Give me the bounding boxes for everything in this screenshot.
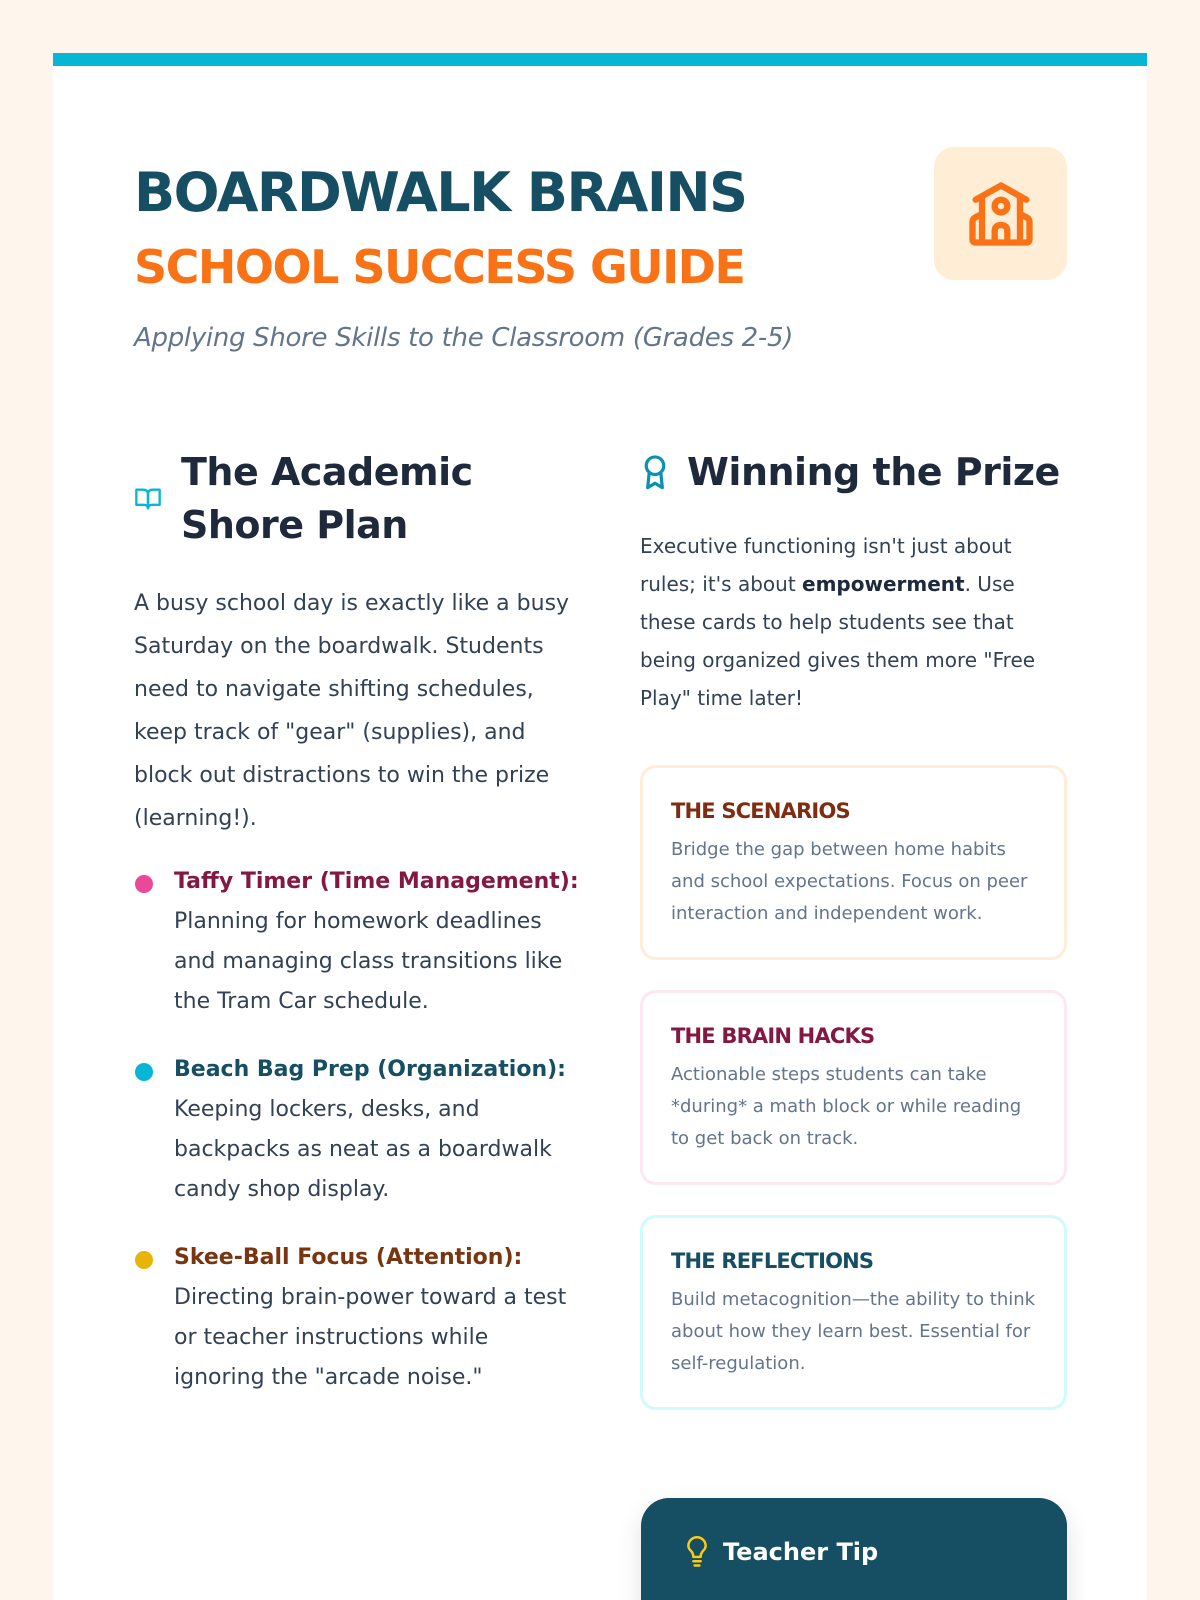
award-ribbon-icon (640, 454, 687, 492)
bullet-dot (135, 1063, 153, 1081)
list-item (134, 1050, 584, 1210)
card-body: Build metacognition—the ability to think about how they learn best. Essential for self-regulation. (671, 1289, 1036, 1374)
item-lead: Beach Bag Prep (Organization): (174, 1057, 566, 1082)
section-title: Winning the Prize (687, 450, 1060, 494)
book-open-icon (134, 485, 181, 513)
list-item (134, 862, 584, 1022)
lightbulb-icon (685, 1536, 709, 1568)
intro-text: Executive functioning isn't just about rules; it's about (640, 534, 1012, 596)
page-title: BOARDWALK BRAINS (134, 161, 747, 224)
item-text: Planning for homework deadlines and managing class transitions like the Tram Car schedule. (174, 909, 563, 1014)
school-building-icon (963, 176, 1039, 252)
page-subtitle: SCHOOL SUCCESS GUIDE (134, 240, 745, 294)
intro-paragraph: A busy school day is exactly like a busy Saturday on the boardwalk. Students need to navigate shifting schedules, keep track of "gear" (supplies), and block out distractions to win the prize (learning!). (134, 591, 570, 831)
tip-header (685, 1536, 1023, 1568)
card-scenarios (640, 765, 1067, 960)
card-list (640, 765, 1067, 1410)
guide-sheet (53, 53, 1147, 1600)
skills-list (134, 862, 584, 1398)
card-title: THE REFLECTIONS (671, 1249, 874, 1273)
section-title: The Academic Shore Plan (181, 450, 473, 547)
header (134, 161, 1034, 353)
item-lead: Taffy Timer (Time Management): (174, 869, 579, 894)
bullet-dot (135, 875, 153, 893)
item-lead: Skee-Ball Focus (Attention): (174, 1245, 523, 1270)
section-header (134, 446, 584, 552)
bullet-dot (135, 1251, 153, 1269)
card-reflections (640, 1215, 1067, 1410)
tip-title: Teacher Tip (723, 1538, 879, 1566)
item-text: Directing brain-power toward a test or teacher instructions while ignoring the "arcade noise." (174, 1285, 567, 1390)
card-brain-hacks (640, 990, 1067, 1185)
intro-text: . Use these cards to help students see that being organized gives them more "Free Play" time later! (640, 572, 1036, 710)
card-title: THE SCENARIOS (671, 799, 850, 823)
winning-prize-section (640, 446, 1067, 1410)
teacher-tip-box (641, 1498, 1067, 1600)
list-item (134, 1238, 584, 1398)
card-body: Bridge the gap between home habits and school expectations. Focus on peer interaction and independent work. (671, 839, 1028, 924)
card-title: THE BRAIN HACKS (671, 1024, 875, 1048)
intro-emphasis: empowerment (802, 572, 965, 596)
academic-plan-section (134, 446, 584, 1426)
item-text: Keeping lockers, desks, and backpacks as neat as a boardwalk candy shop display. (174, 1097, 552, 1202)
card-body: Actionable steps students can take *during* a math block or while reading to get back on track. (671, 1064, 1022, 1149)
logo-badge (934, 147, 1067, 280)
section-header (640, 446, 1067, 499)
intro-paragraph (640, 527, 1067, 717)
tagline: Applying Shore Skills to the Classroom (Grades 2-5) (134, 323, 794, 353)
